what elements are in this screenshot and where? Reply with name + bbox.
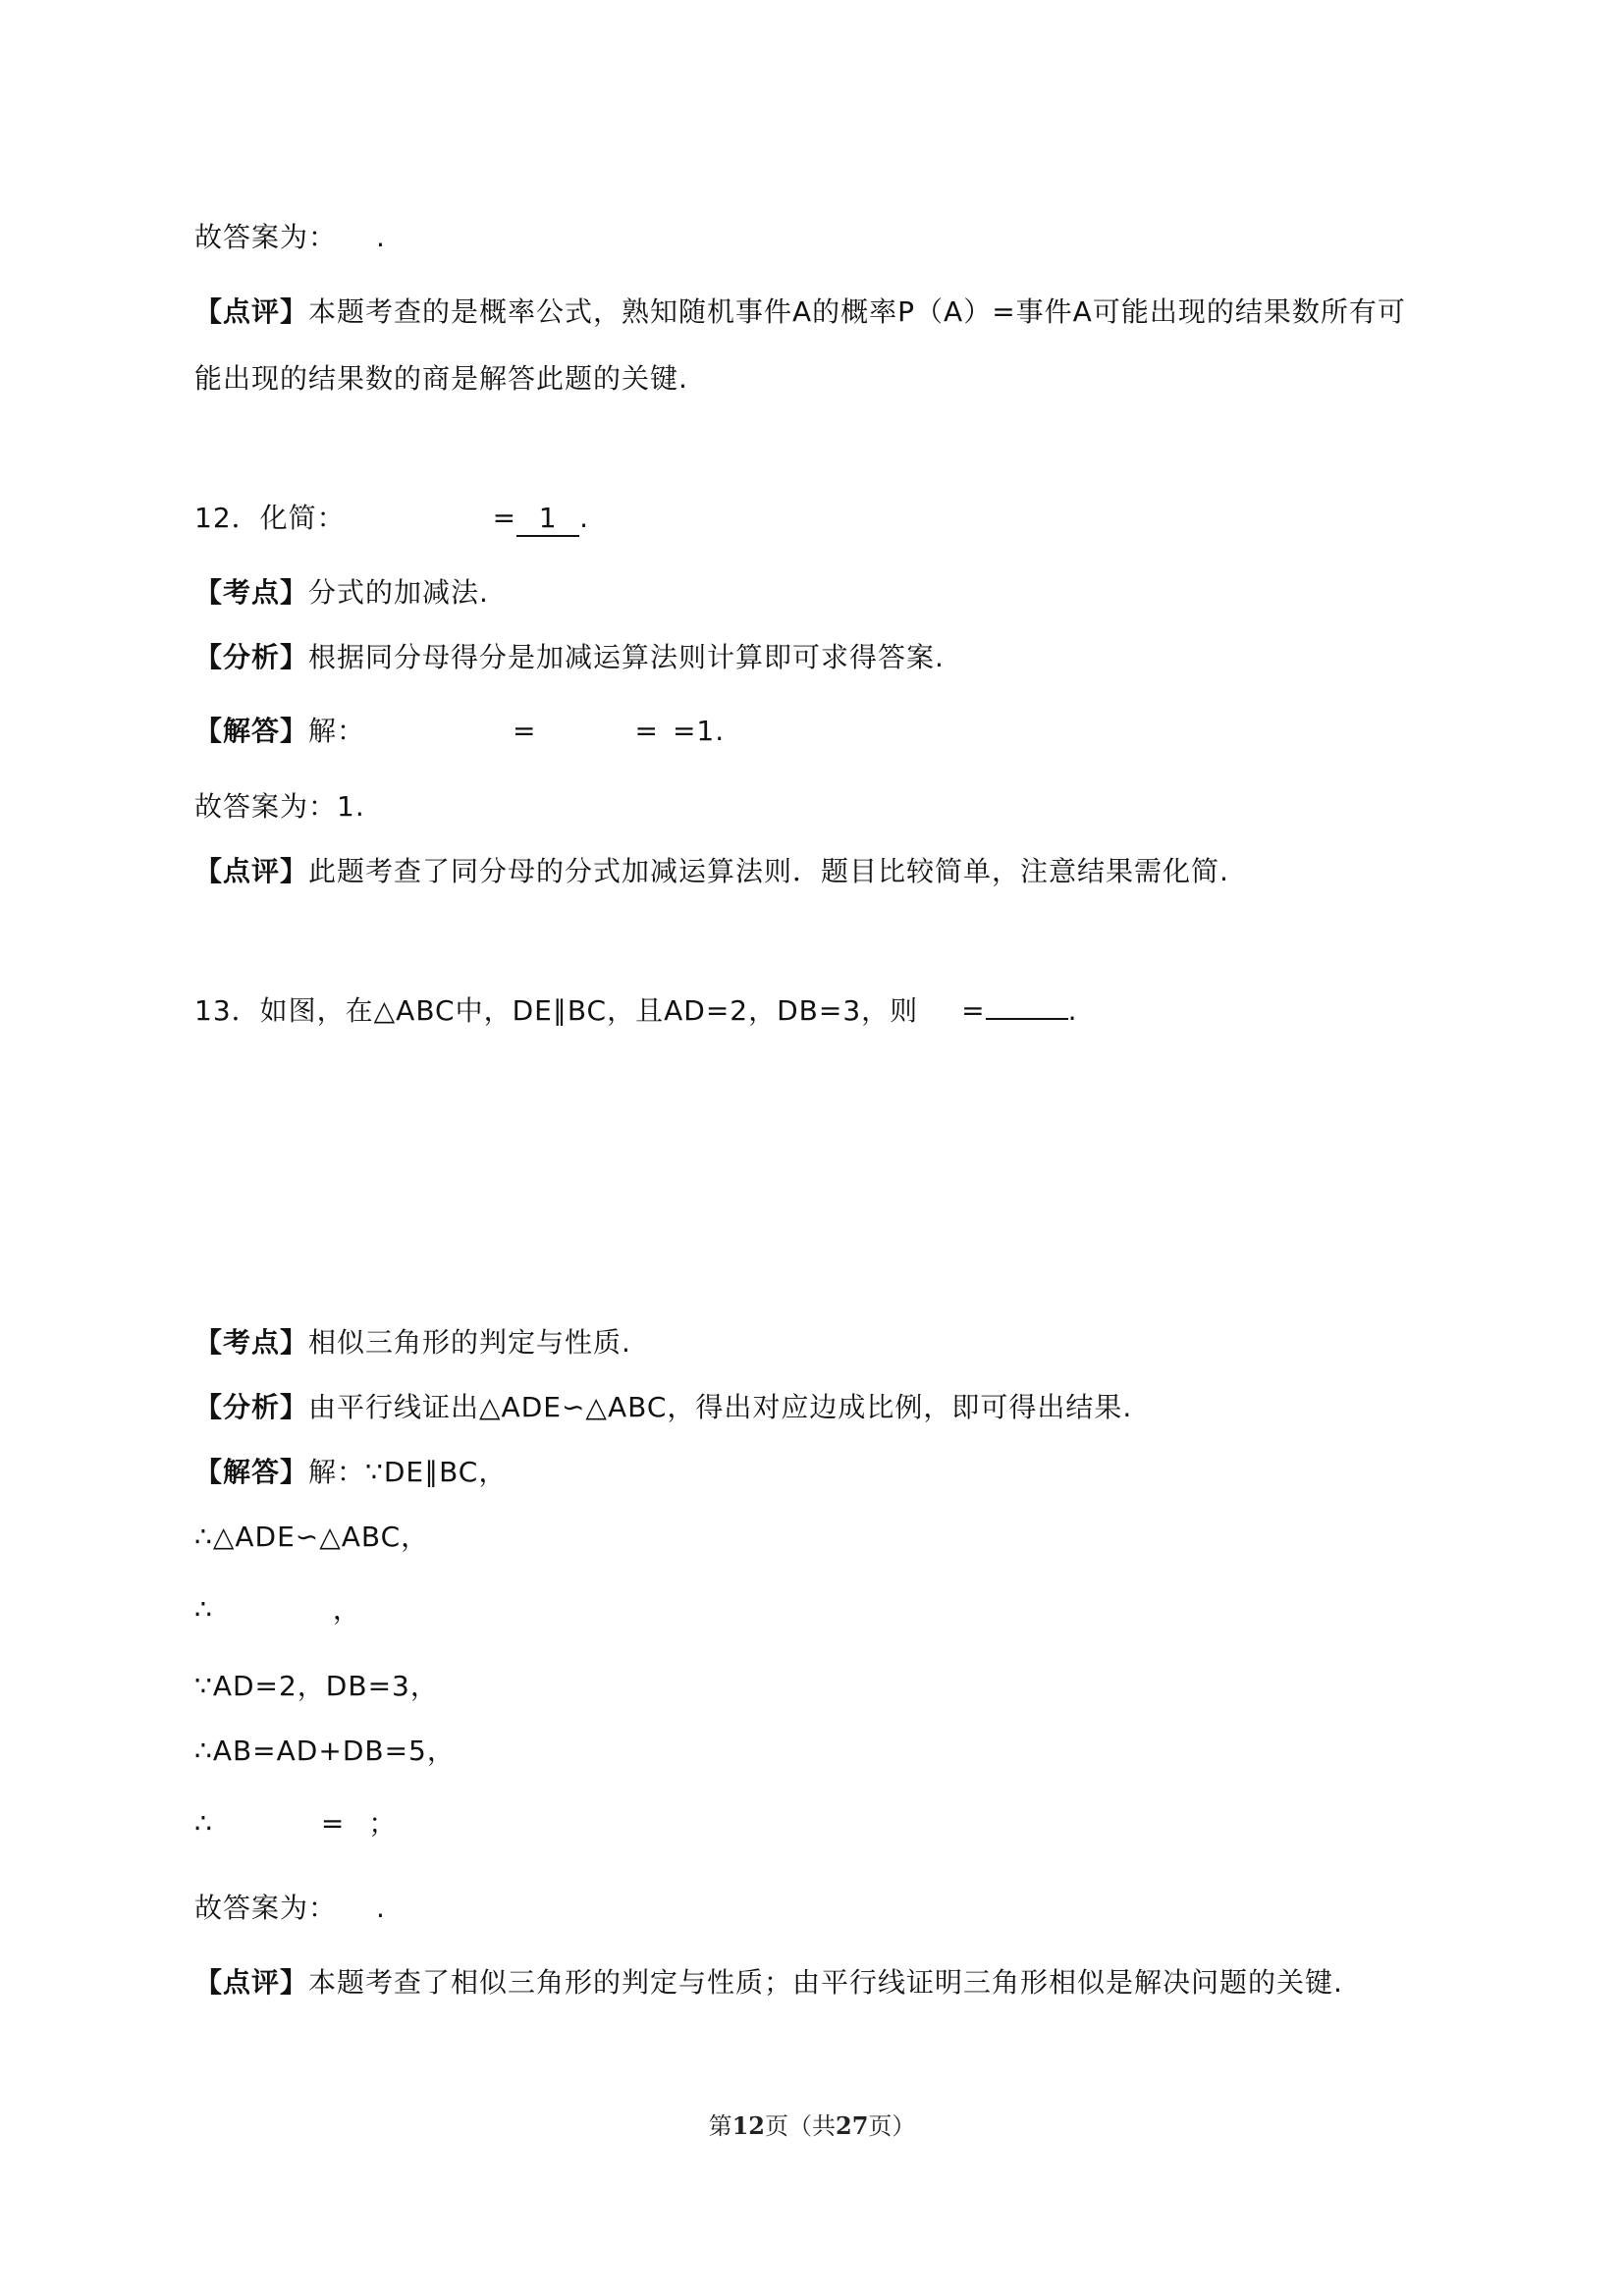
page-footer	[0, 2107, 1624, 2141]
q12-fenxi-tag: 【分析】	[194, 641, 309, 673]
q13-step-3	[194, 1667, 439, 1706]
q12-kaodian-text: 分式的加减法.	[308, 576, 489, 609]
q12-eq: =	[492, 502, 517, 534]
q12-jieda-tag: 【解答】	[194, 715, 309, 747]
q13-kaodian	[194, 1323, 631, 1362]
q13-step-1	[194, 1518, 429, 1557]
q13-step-4-text: ∴AB=AD+DB=5，	[194, 1735, 456, 1767]
q13-answer-line	[194, 1889, 386, 1928]
q12-jieda-text: 解：	[308, 715, 366, 747]
footer-page-number: 12	[731, 2111, 765, 2140]
q12-kaodian	[194, 573, 489, 613]
q13-kaodian-tag: 【考点】	[194, 1326, 309, 1359]
q11-review-line2: 能出现的结果数的商是解答此题的关键.	[194, 362, 688, 395]
footer-total-pages: 27	[836, 2111, 869, 2140]
q13-fenxi-text: 由平行线证出△ADE∽△ABC，得出对应边成比例，即可得出结果.	[308, 1391, 1133, 1423]
q13-step-5-tail: ；	[368, 1807, 398, 1840]
q13-step-5-sym: ∴	[194, 1807, 213, 1840]
q12-jieda-result: =1.	[672, 715, 726, 747]
q13-step-2	[194, 1590, 361, 1629]
q13-stem	[194, 991, 1078, 1031]
q11-answer-label: 故答案为：	[194, 221, 338, 253]
q12-number: 12．化简：	[194, 502, 346, 534]
q13-step-2-sym: ∴	[194, 1593, 213, 1626]
q12-jieda-eq2: =	[634, 715, 659, 747]
q12-fenxi-text: 根据同分母得分是加减运算法则计算即可求得答案.	[308, 641, 945, 673]
q13-jieda-text: 解：∵DE∥BC，	[308, 1456, 508, 1488]
footer-pre: 第	[708, 2112, 732, 2140]
q13-review-tag: 【点评】	[194, 1966, 309, 1999]
q13-fenxi-tag: 【分析】	[194, 1391, 309, 1423]
q12-stem	[194, 499, 589, 538]
q13-step-4	[194, 1732, 456, 1771]
q12-review-text: 此题考查了同分母的分式加减运算法则．题目比较简单，注意结果需化简.	[308, 855, 1229, 887]
q12-answer: 1	[538, 502, 558, 534]
q12-fenxi	[194, 638, 945, 677]
q13-review	[194, 1963, 1343, 2002]
q11-review-tag: 【点评】	[194, 295, 309, 328]
q13-stem-tail: .	[1067, 994, 1078, 1027]
q12-review	[194, 852, 1229, 891]
footer-post: 页）	[868, 2112, 916, 2140]
q13-stem-eq: =	[961, 994, 986, 1027]
q11-review	[194, 293, 1406, 332]
q13-jieda	[194, 1453, 507, 1492]
q12-answer-text: 故答案为：1.	[194, 790, 365, 823]
q13-step-1-text: ∴△ADE∽△ABC，	[194, 1521, 430, 1553]
q11-review-cont	[194, 359, 688, 399]
q13-step-3-text: ∵AD=2，DB=3，	[194, 1670, 439, 1702]
footer-mid: 页（共	[765, 2112, 836, 2140]
q12-tail: .	[579, 502, 590, 534]
q13-step-5-eq: =	[320, 1807, 346, 1840]
q13-answer-blank	[986, 1018, 1068, 1020]
q13-stem-text: 13．如图，在△ABC中，DE∥BC，且AD=2，DB=3，则	[194, 994, 919, 1027]
q13-step-2-tail: ，	[332, 1593, 361, 1626]
q11-review-line1: 本题考查的是概率公式，熟知随机事件A的概率P（A）=事件A可能出现的结果数所有可	[308, 295, 1406, 328]
q13-answer-tail: .	[376, 1892, 386, 1924]
q13-review-text: 本题考查了相似三角形的判定与性质；由平行线证明三角形相似是解决问题的关键.	[308, 1966, 1343, 1999]
q11-answer-tail: .	[376, 221, 386, 253]
q13-fenxi	[194, 1388, 1132, 1427]
q12-answer-line	[194, 787, 365, 827]
q13-answer-label: 故答案为：	[194, 1892, 338, 1924]
q12-kaodian-tag: 【考点】	[194, 576, 309, 609]
q13-jieda-tag: 【解答】	[194, 1456, 309, 1488]
q12-jieda	[194, 712, 725, 751]
q12-answer-blank	[516, 502, 579, 537]
q12-review-tag: 【点评】	[194, 855, 309, 887]
q13-kaodian-text: 相似三角形的判定与性质.	[308, 1326, 631, 1359]
q13-step-5	[194, 1804, 397, 1843]
q11-answer-line	[194, 218, 386, 257]
q12-jieda-eq1: =	[513, 715, 537, 747]
